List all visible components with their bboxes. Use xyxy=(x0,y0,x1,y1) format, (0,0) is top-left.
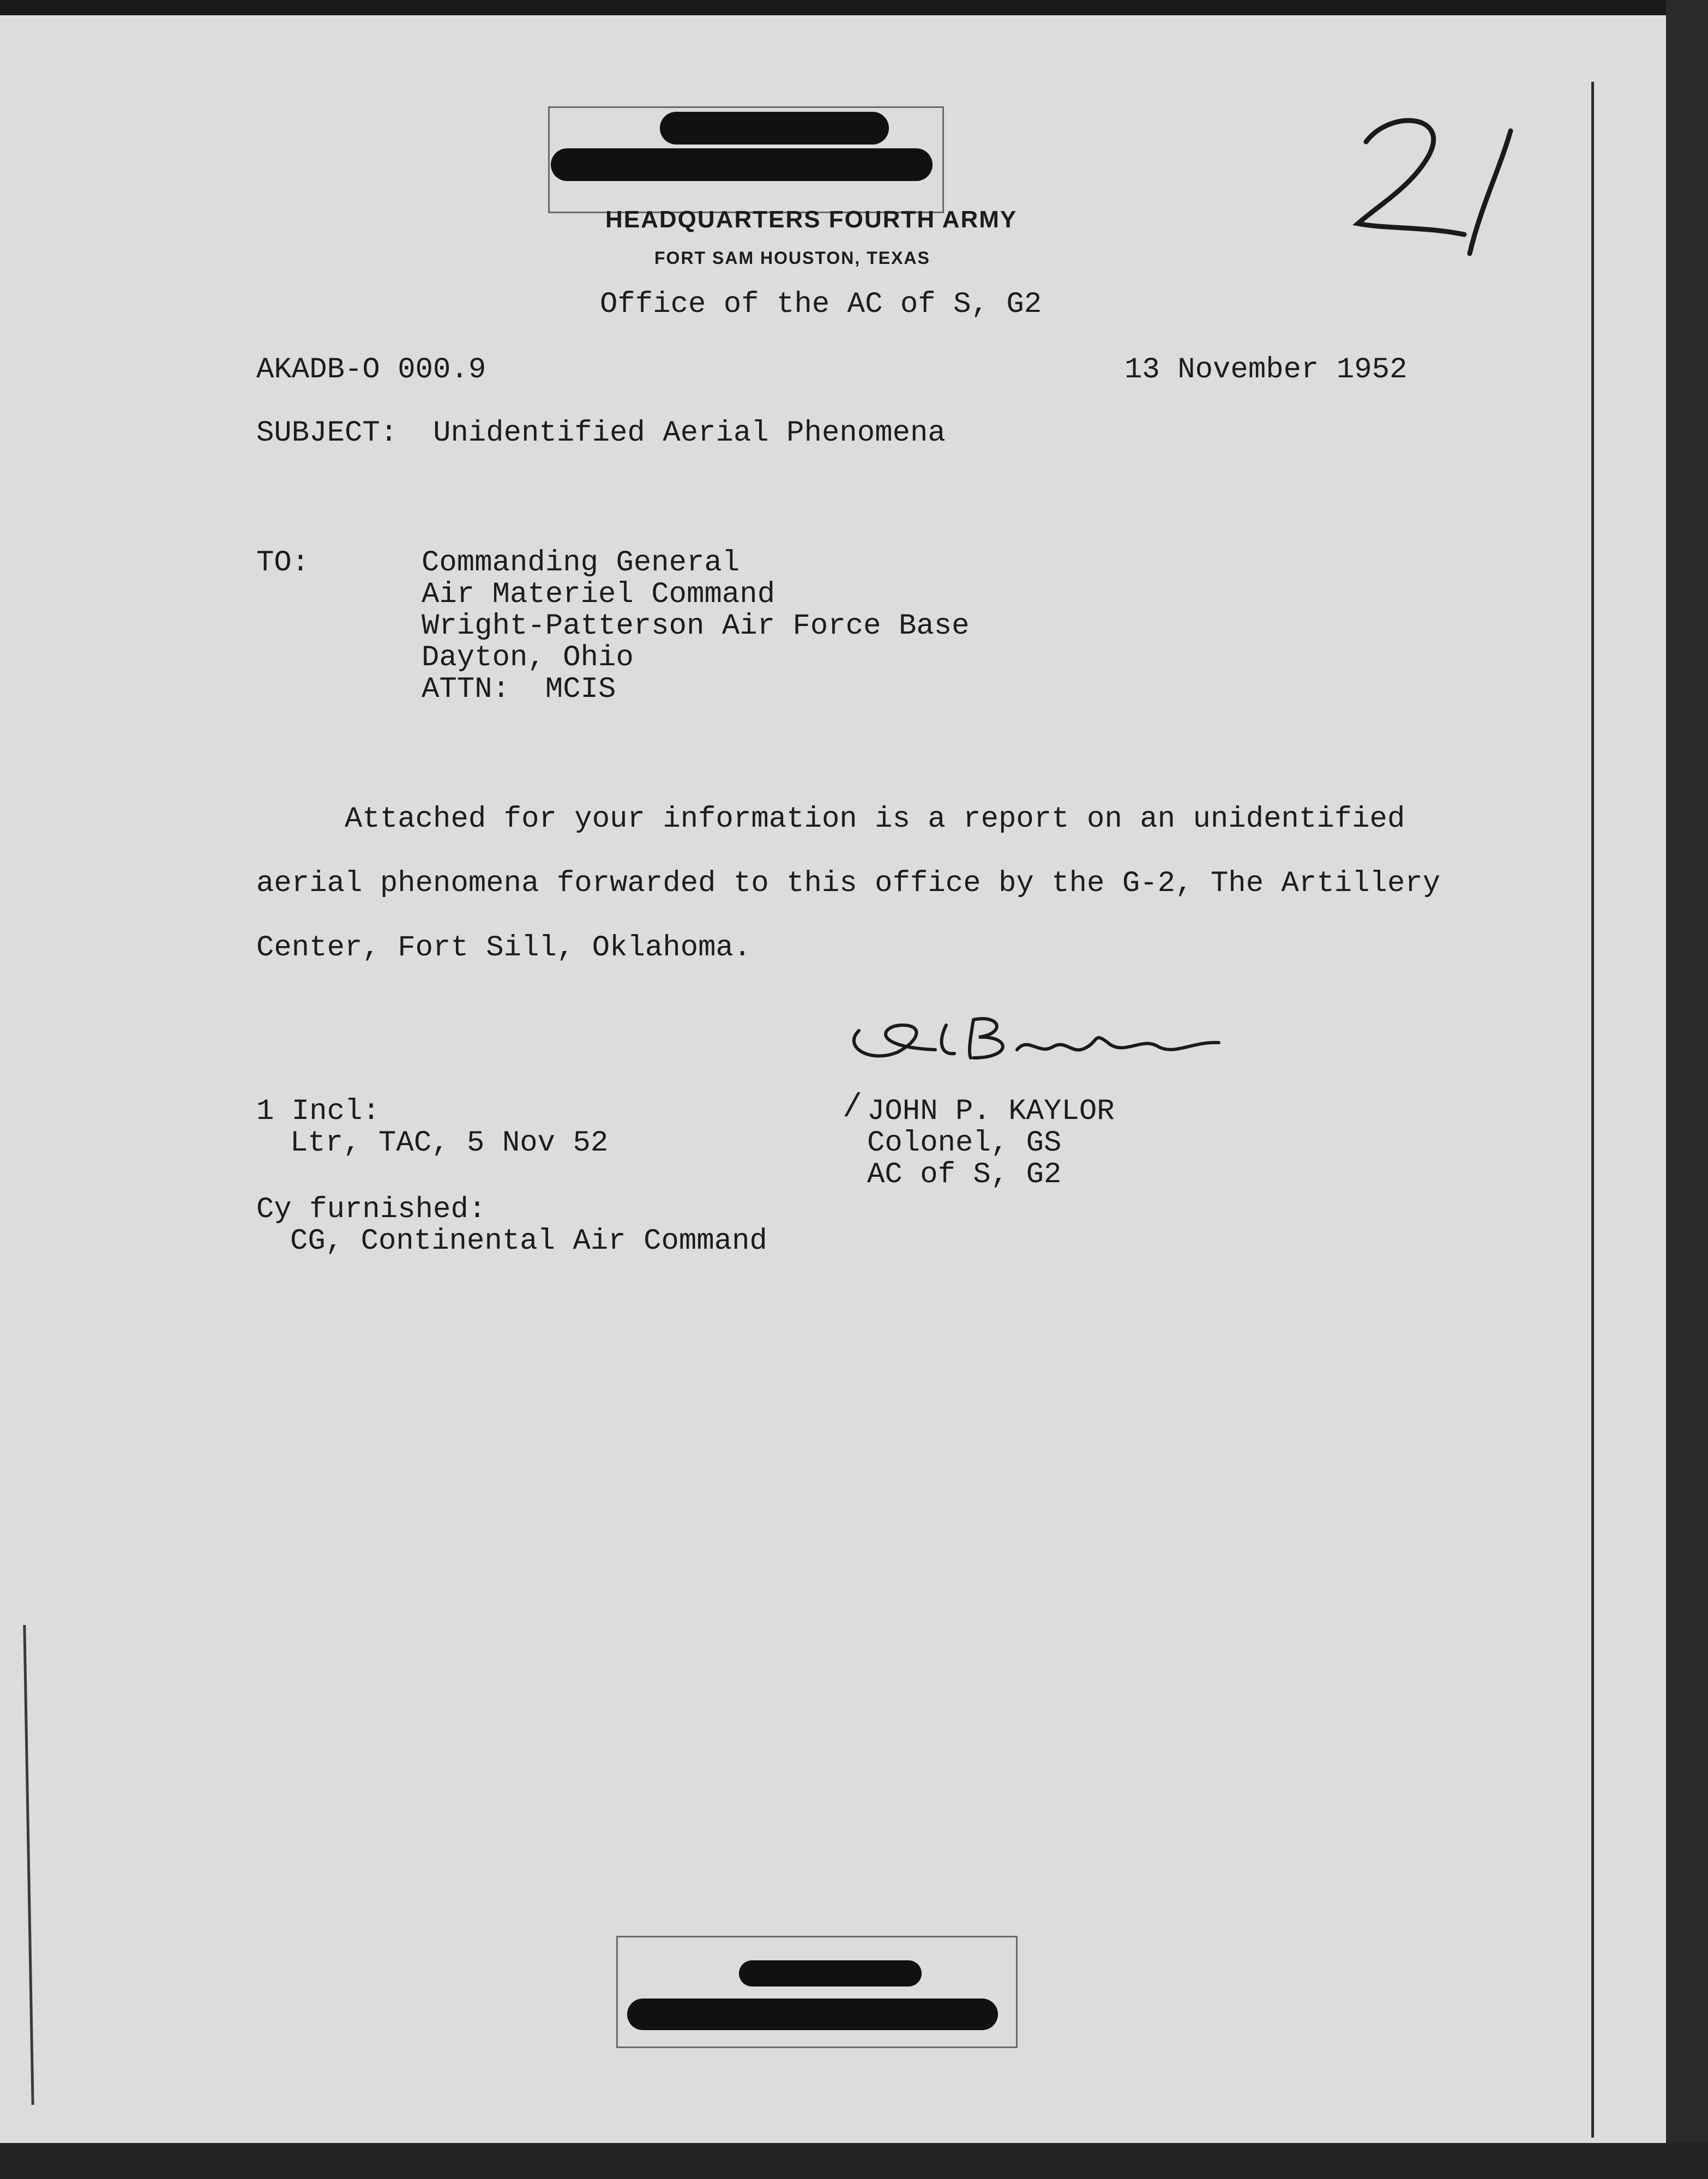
letterhead-location: FORT SAM HOUSTON, TEXAS xyxy=(654,248,930,268)
page-edge-line xyxy=(1591,82,1594,2138)
redaction-bar-bottom-2 xyxy=(627,1999,998,2030)
letterhead-title: HEADQUARTERS FOURTH ARMY xyxy=(605,206,1018,233)
handwritten-page-number xyxy=(1347,104,1543,267)
redaction-bar-top xyxy=(660,112,889,145)
letterhead-office: Office of the AC of S, G2 xyxy=(600,288,1042,321)
address-line: ATTN: MCIS xyxy=(422,673,616,706)
classification-stamp-frame-bottom xyxy=(616,1936,1018,2048)
per-mark: / xyxy=(843,1090,863,1127)
letter-date: 13 November 1952 xyxy=(1124,353,1408,387)
body-text-line: aerial phenomena forwarded to this office by the G-2, The Artillery xyxy=(256,867,1441,900)
body-text-line: Center, Fort Sill, Oklahoma. xyxy=(256,931,751,965)
page-edge-line-left xyxy=(23,1625,34,2105)
enclosure-label: 1 Incl: xyxy=(256,1095,380,1128)
file-reference: AKADB-O 000.9 xyxy=(256,353,486,387)
enclosure-item: Ltr, TAC, 5 Nov 52 xyxy=(290,1127,609,1160)
scan-bottom-border xyxy=(0,2143,1708,2179)
address-line: Commanding General xyxy=(422,546,740,580)
body-text-line: Attached for your information is a report on an unidentified xyxy=(256,803,1405,836)
to-label: TO: xyxy=(256,546,310,580)
subject-text: Unidentified Aerial Phenomena xyxy=(433,417,946,450)
redaction-bar-top-2 xyxy=(551,148,933,181)
copy-furnished-label: Cy furnished: xyxy=(256,1193,486,1226)
signer-name: JOHN P. KAYLOR xyxy=(867,1095,1115,1128)
address-line: Dayton, Ohio xyxy=(422,641,634,675)
subject-label: SUBJECT: xyxy=(256,417,398,450)
handwritten-signature xyxy=(837,1003,1252,1074)
scan-top-border xyxy=(0,0,1708,15)
address-line: Wright-Patterson Air Force Base xyxy=(422,610,970,643)
scan-right-border xyxy=(1666,0,1708,2179)
signer-rank: Colonel, GS xyxy=(867,1127,1062,1160)
address-line: Air Materiel Command xyxy=(422,578,775,611)
redaction-bar-bottom xyxy=(739,1960,922,1987)
subject-line xyxy=(256,419,946,448)
signer-title: AC of S, G2 xyxy=(867,1158,1062,1191)
copy-furnished-item: CG, Continental Air Command xyxy=(290,1225,767,1258)
